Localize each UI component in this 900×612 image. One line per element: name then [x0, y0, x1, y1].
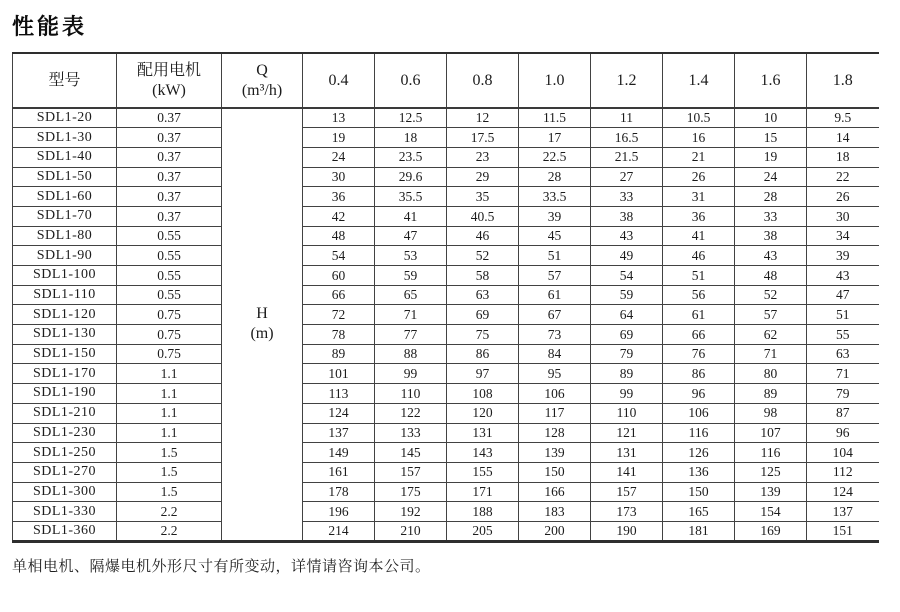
head-value-cell: 9.5 [807, 108, 879, 128]
head-value-cell: 63 [807, 344, 879, 364]
head-value-cell: 99 [591, 384, 663, 404]
motor-power-cell: 0.55 [117, 266, 222, 286]
head-value-cell: 28 [735, 187, 807, 207]
table-row [13, 403, 879, 423]
head-value-cell: 23 [447, 147, 519, 167]
motor-power-cell: 2.2 [117, 521, 222, 541]
table-row [13, 502, 879, 522]
head-value-cell: 151 [807, 521, 879, 541]
head-value-cell: 38 [591, 206, 663, 226]
motor-power-cell: 0.75 [117, 344, 222, 364]
head-value-cell: 36 [303, 187, 375, 207]
head-value-cell: 190 [591, 521, 663, 541]
table-row [13, 384, 879, 404]
head-value-cell: 14 [807, 128, 879, 148]
header-flow-value: 1.8 [807, 53, 879, 108]
model-cell: SDL1-230 [13, 423, 117, 443]
motor-power-cell: 1.1 [117, 364, 222, 384]
head-value-cell: 166 [519, 482, 591, 502]
head-value-cell: 55 [807, 325, 879, 345]
head-unit-cell [222, 108, 303, 541]
motor-power-cell: 2.2 [117, 502, 222, 522]
header-flow-q [222, 53, 303, 108]
head-value-cell: 143 [447, 443, 519, 463]
head-value-cell: 66 [663, 325, 735, 345]
model-cell: SDL1-100 [13, 266, 117, 286]
head-value-cell: 145 [375, 443, 447, 463]
model-cell: SDL1-250 [13, 443, 117, 463]
table-row [13, 423, 879, 443]
head-value-cell: 157 [591, 482, 663, 502]
head-value-cell: 35 [447, 187, 519, 207]
head-value-cell: 200 [519, 521, 591, 541]
motor-power-cell: 1.1 [117, 403, 222, 423]
head-value-cell: 149 [303, 443, 375, 463]
head-value-cell: 16 [663, 128, 735, 148]
head-value-cell: 106 [519, 384, 591, 404]
head-value-cell: 19 [303, 128, 375, 148]
head-value-cell: 76 [663, 344, 735, 364]
head-value-cell: 41 [375, 206, 447, 226]
head-value-cell: 57 [519, 266, 591, 286]
model-cell: SDL1-80 [13, 226, 117, 246]
head-value-cell: 47 [375, 226, 447, 246]
head-value-cell: 22 [807, 167, 879, 187]
head-value-cell: 71 [375, 305, 447, 325]
motor-power-cell: 0.37 [117, 147, 222, 167]
head-value-cell: 141 [591, 462, 663, 482]
head-value-cell: 65 [375, 285, 447, 305]
head-value-cell: 77 [375, 325, 447, 345]
head-value-cell: 75 [447, 325, 519, 345]
head-value-cell: 59 [591, 285, 663, 305]
table-row [13, 187, 879, 207]
table-row [13, 344, 879, 364]
head-value-cell: 169 [735, 521, 807, 541]
head-value-cell: 80 [735, 364, 807, 384]
head-value-cell: 112 [807, 462, 879, 482]
motor-power-cell: 1.1 [117, 423, 222, 443]
head-value-cell: 88 [375, 344, 447, 364]
head-value-cell: 128 [519, 423, 591, 443]
head-value-cell: 86 [447, 344, 519, 364]
head-value-cell: 53 [375, 246, 447, 266]
table-row [13, 167, 879, 187]
head-value-cell: 178 [303, 482, 375, 502]
head-value-cell: 60 [303, 266, 375, 286]
head-value-cell: 73 [519, 325, 591, 345]
head-value-cell: 69 [591, 325, 663, 345]
head-value-cell: 30 [807, 206, 879, 226]
head-value-cell: 69 [447, 305, 519, 325]
head-value-cell: 78 [303, 325, 375, 345]
head-value-cell: 121 [591, 423, 663, 443]
head-value-cell: 110 [591, 403, 663, 423]
head-value-cell: 58 [447, 266, 519, 286]
head-value-cell: 15 [735, 128, 807, 148]
head-value-cell: 126 [663, 443, 735, 463]
head-value-cell: 87 [807, 403, 879, 423]
head-value-cell: 19 [735, 147, 807, 167]
head-value-cell: 150 [663, 482, 735, 502]
table-row [13, 246, 879, 266]
table-row [13, 266, 879, 286]
head-value-cell: 210 [375, 521, 447, 541]
head-value-cell: 161 [303, 462, 375, 482]
model-cell: SDL1-300 [13, 482, 117, 502]
table-row [13, 305, 879, 325]
head-value-cell: 108 [447, 384, 519, 404]
head-value-cell: 17.5 [447, 128, 519, 148]
head-value-cell: 110 [375, 384, 447, 404]
head-value-cell: 72 [303, 305, 375, 325]
header-model [13, 53, 117, 108]
head-value-cell: 46 [447, 226, 519, 246]
model-cell: SDL1-130 [13, 325, 117, 345]
model-cell: SDL1-30 [13, 128, 117, 148]
head-value-cell: 49 [591, 246, 663, 266]
head-value-cell: 28 [519, 167, 591, 187]
head-value-cell: 63 [447, 285, 519, 305]
table-row [13, 443, 879, 463]
table-header [13, 53, 879, 108]
model-cell: SDL1-330 [13, 502, 117, 522]
head-value-cell: 39 [519, 206, 591, 226]
table-row [13, 462, 879, 482]
table-body [13, 108, 879, 541]
header-flow-value: 1.6 [735, 53, 807, 108]
head-value-cell: 89 [591, 364, 663, 384]
head-value-cell: 30 [303, 167, 375, 187]
head-value-cell: 124 [807, 482, 879, 502]
table-row [13, 364, 879, 384]
head-value-cell: 66 [303, 285, 375, 305]
head-value-cell: 175 [375, 482, 447, 502]
head-value-cell: 51 [663, 266, 735, 286]
head-value-cell: 183 [519, 502, 591, 522]
head-value-cell: 89 [303, 344, 375, 364]
header-flow-value: 0.8 [447, 53, 519, 108]
head-unit-label: (m) [250, 325, 274, 343]
head-value-cell: 61 [663, 305, 735, 325]
head-value-cell: 104 [807, 443, 879, 463]
head-value-cell: 10.5 [663, 108, 735, 128]
head-value-cell: 57 [735, 305, 807, 325]
head-value-cell: 35.5 [375, 187, 447, 207]
header-flow-value: 1.4 [663, 53, 735, 108]
table-row [13, 285, 879, 305]
head-value-cell: 192 [375, 502, 447, 522]
head-value-cell: 42 [303, 206, 375, 226]
head-value-cell: 205 [447, 521, 519, 541]
head-value-cell: 67 [519, 305, 591, 325]
head-value-cell: 23.5 [375, 147, 447, 167]
head-value-cell: 133 [375, 423, 447, 443]
model-cell: SDL1-120 [13, 305, 117, 325]
head-value-cell: 18 [807, 147, 879, 167]
table-row [13, 325, 879, 345]
header-motor-unit: (kW) [152, 81, 186, 99]
head-value-cell: 38 [735, 226, 807, 246]
head-value-cell: 137 [807, 502, 879, 522]
head-value-cell: 136 [663, 462, 735, 482]
head-value-cell: 125 [735, 462, 807, 482]
head-value-cell: 79 [591, 344, 663, 364]
head-value-cell: 43 [591, 226, 663, 246]
model-cell: SDL1-90 [13, 246, 117, 266]
head-value-cell: 117 [519, 403, 591, 423]
head-value-cell: 79 [807, 384, 879, 404]
table-row [13, 108, 879, 128]
motor-power-cell: 0.55 [117, 226, 222, 246]
head-value-cell: 96 [807, 423, 879, 443]
head-value-cell: 61 [519, 285, 591, 305]
model-cell: SDL1-70 [13, 206, 117, 226]
head-value-cell: 21 [663, 147, 735, 167]
head-value-cell: 89 [735, 384, 807, 404]
head-value-cell: 120 [447, 403, 519, 423]
head-value-cell: 16.5 [591, 128, 663, 148]
head-value-cell: 139 [519, 443, 591, 463]
head-value-cell: 47 [807, 285, 879, 305]
footnote: 单相电机、隔爆电机外形尺寸有所变动，详情请咨询本公司。 [12, 558, 431, 575]
model-cell: SDL1-40 [13, 147, 117, 167]
head-value-cell: 116 [663, 423, 735, 443]
head-value-cell: 122 [375, 403, 447, 423]
head-value-cell: 86 [663, 364, 735, 384]
head-value-cell: 29.6 [375, 167, 447, 187]
header-motor [117, 53, 222, 108]
head-value-cell: 155 [447, 462, 519, 482]
header-flow-value: 1.2 [591, 53, 663, 108]
motor-power-cell: 0.55 [117, 246, 222, 266]
head-value-cell: 106 [663, 403, 735, 423]
head-value-cell: 24 [303, 147, 375, 167]
head-value-cell: 131 [591, 443, 663, 463]
header-flow-value: 0.6 [375, 53, 447, 108]
table-row [13, 147, 879, 167]
model-cell: SDL1-60 [13, 187, 117, 207]
head-value-cell: 64 [591, 305, 663, 325]
head-value-cell: 33 [591, 187, 663, 207]
head-value-cell: 99 [375, 364, 447, 384]
head-value-cell: 165 [663, 502, 735, 522]
motor-power-cell: 1.5 [117, 482, 222, 502]
model-cell: SDL1-360 [13, 521, 117, 541]
head-value-cell: 51 [519, 246, 591, 266]
head-value-cell: 113 [303, 384, 375, 404]
header-q-unit: (m³/h) [241, 81, 283, 99]
head-value-cell: 29 [447, 167, 519, 187]
table-row [13, 128, 879, 148]
head-value-cell: 97 [447, 364, 519, 384]
head-value-cell: 26 [663, 167, 735, 187]
head-value-cell: 34 [807, 226, 879, 246]
head-value-cell: 24 [735, 167, 807, 187]
table-row [13, 482, 879, 502]
head-value-cell: 11 [591, 108, 663, 128]
head-value-cell: 27 [591, 167, 663, 187]
head-value-cell: 31 [663, 187, 735, 207]
head-value-cell: 48 [735, 266, 807, 286]
head-value-cell: 214 [303, 521, 375, 541]
motor-power-cell: 0.75 [117, 325, 222, 345]
motor-power-cell: 0.37 [117, 187, 222, 207]
motor-power-cell: 0.37 [117, 167, 222, 187]
motor-power-cell: 0.37 [117, 128, 222, 148]
head-value-cell: 52 [735, 285, 807, 305]
head-value-cell: 33 [735, 206, 807, 226]
head-value-cell: 21.5 [591, 147, 663, 167]
motor-power-cell: 1.5 [117, 443, 222, 463]
head-value-cell: 181 [663, 521, 735, 541]
head-value-cell: 13 [303, 108, 375, 128]
head-value-cell: 40.5 [447, 206, 519, 226]
head-value-cell: 137 [303, 423, 375, 443]
page-title: 性能表 [12, 14, 88, 39]
motor-power-cell: 0.75 [117, 305, 222, 325]
head-value-cell: 11.5 [519, 108, 591, 128]
head-value-cell: 124 [303, 403, 375, 423]
table-row [13, 521, 879, 541]
header-q-label: Q [256, 62, 268, 80]
head-value-cell: 18 [375, 128, 447, 148]
head-value-cell: 43 [807, 266, 879, 286]
head-value-cell: 54 [303, 246, 375, 266]
head-value-cell: 107 [735, 423, 807, 443]
head-value-cell: 59 [375, 266, 447, 286]
head-value-cell: 173 [591, 502, 663, 522]
head-value-cell: 54 [591, 266, 663, 286]
head-value-cell: 139 [735, 482, 807, 502]
head-value-cell: 131 [447, 423, 519, 443]
head-value-cell: 33.5 [519, 187, 591, 207]
head-value-cell: 157 [375, 462, 447, 482]
motor-power-cell: 0.37 [117, 206, 222, 226]
head-value-cell: 41 [663, 226, 735, 246]
head-value-cell: 56 [663, 285, 735, 305]
head-value-cell: 196 [303, 502, 375, 522]
model-cell: SDL1-50 [13, 167, 117, 187]
header-motor-label: 配用电机 [136, 62, 201, 80]
head-value-cell: 51 [807, 305, 879, 325]
head-value-cell: 48 [303, 226, 375, 246]
header-model-label: 型号 [48, 71, 81, 89]
table-row [13, 226, 879, 246]
head-value-cell: 52 [447, 246, 519, 266]
header-flow-value: 1.0 [519, 53, 591, 108]
model-cell: SDL1-20 [13, 108, 117, 128]
head-value-cell: 45 [519, 226, 591, 246]
head-value-cell: 12 [447, 108, 519, 128]
head-value-cell: 98 [735, 403, 807, 423]
model-cell: SDL1-170 [13, 364, 117, 384]
head-value-cell: 43 [735, 246, 807, 266]
model-cell: SDL1-270 [13, 462, 117, 482]
head-value-cell: 84 [519, 344, 591, 364]
head-value-cell: 12.5 [375, 108, 447, 128]
head-value-cell: 26 [807, 187, 879, 207]
head-value-cell: 71 [735, 344, 807, 364]
head-value-cell: 10 [735, 108, 807, 128]
head-value-cell: 150 [519, 462, 591, 482]
head-value-cell: 39 [807, 246, 879, 266]
model-cell: SDL1-210 [13, 403, 117, 423]
head-value-cell: 17 [519, 128, 591, 148]
head-value-cell: 154 [735, 502, 807, 522]
head-unit-symbol: H [256, 305, 268, 323]
performance-table [12, 52, 879, 543]
head-value-cell: 71 [807, 364, 879, 384]
motor-power-cell: 1.5 [117, 462, 222, 482]
head-value-cell: 46 [663, 246, 735, 266]
head-value-cell: 36 [663, 206, 735, 226]
model-cell: SDL1-150 [13, 344, 117, 364]
head-value-cell: 62 [735, 325, 807, 345]
header-flow-value: 0.4 [303, 53, 375, 108]
head-value-cell: 96 [663, 384, 735, 404]
motor-power-cell: 0.37 [117, 108, 222, 128]
head-value-cell: 95 [519, 364, 591, 384]
motor-power-cell: 1.1 [117, 384, 222, 404]
head-value-cell: 22.5 [519, 147, 591, 167]
model-cell: SDL1-110 [13, 285, 117, 305]
head-value-cell: 116 [735, 443, 807, 463]
head-value-cell: 101 [303, 364, 375, 384]
model-cell: SDL1-190 [13, 384, 117, 404]
header-row [13, 53, 879, 108]
motor-power-cell: 0.55 [117, 285, 222, 305]
table-row [13, 206, 879, 226]
head-value-cell: 188 [447, 502, 519, 522]
head-value-cell: 171 [447, 482, 519, 502]
